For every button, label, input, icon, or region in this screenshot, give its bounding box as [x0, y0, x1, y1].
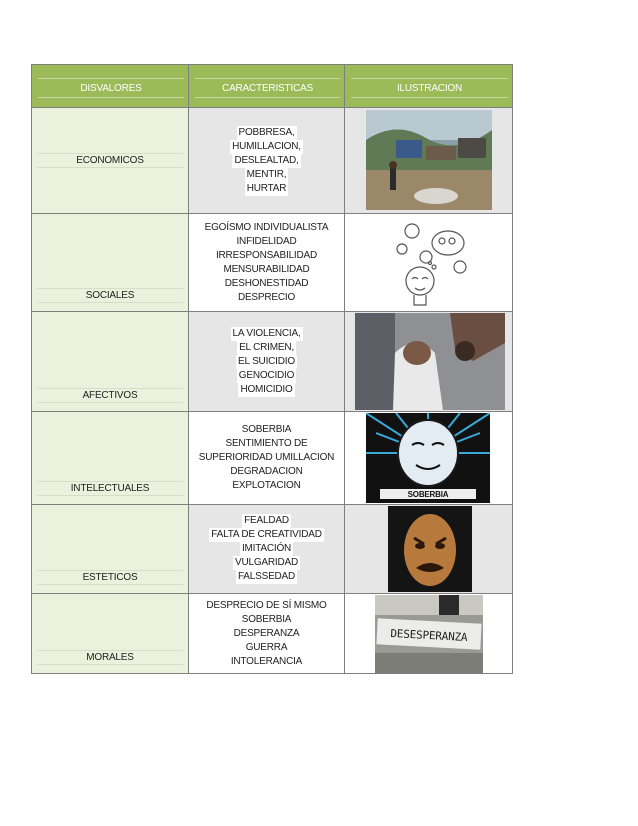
category-label: ECONOMICOS [37, 153, 183, 168]
list-item: FEALDAD [244, 515, 289, 526]
header-disvalores: DISVALORES [32, 65, 189, 108]
table-row [32, 412, 513, 505]
list-item: FALTA DE CREATIVIDAD [211, 529, 322, 540]
list-item: EL SUICIDIO [238, 355, 295, 367]
table-row [32, 214, 513, 312]
cartoon-boy-drawing [390, 217, 470, 309]
illustration-cell [345, 594, 513, 674]
theater-mask [388, 506, 472, 592]
category-cell [32, 312, 189, 412]
table-row [32, 108, 513, 214]
category-label: INTELECTUALES [37, 481, 183, 496]
category-cell [32, 214, 189, 312]
list-item: INTOLERANCIA [230, 655, 303, 667]
list-item: DESPRECIO [237, 291, 296, 303]
list-item: SENTIMIENTO DE [225, 438, 308, 449]
header-caracteristicas: CARACTERISTICAS [189, 65, 345, 108]
list-item: INFIDELIDAD [236, 235, 297, 247]
list-item: MENSURABILIDAD [223, 263, 310, 275]
illustration-cell [345, 505, 513, 594]
characteristics-cell [189, 594, 345, 674]
desesperanza-sign [375, 595, 483, 673]
list-item: POBBRESA, [238, 126, 295, 138]
table-row [32, 312, 513, 412]
characteristics-cell [189, 214, 345, 312]
list-item: DESHONESTIDAD [224, 277, 309, 289]
category-label: ESTETICOS [37, 570, 183, 585]
characteristics-cell [189, 412, 345, 505]
characteristics-cell [189, 312, 345, 412]
illustration-cell [345, 108, 513, 214]
violence-photo [355, 313, 505, 410]
category-label: AFECTIVOS [37, 388, 183, 403]
list-item: FALSSEDAD [237, 571, 296, 582]
list-item: MENTIR, [246, 168, 287, 180]
list-item: GUERRA [245, 641, 288, 653]
category-cell [32, 505, 189, 594]
category-cell [32, 412, 189, 505]
image-caption: SOBERBIA [407, 490, 449, 499]
list-item: EXPLOTACION [232, 480, 301, 491]
list-item: DESLEALTAD, [234, 154, 299, 166]
category-cell [32, 108, 189, 214]
list-item: SOBERBIA [241, 613, 292, 625]
illustration-cell [345, 214, 513, 312]
list-item: LA VIOLENCIA, [232, 327, 301, 339]
category-cell [32, 594, 189, 674]
image-caption: DESESPERANZA [390, 626, 468, 645]
illustration-cell [345, 412, 513, 505]
list-item: DESPRECIO DE SÍ MISMO [206, 599, 327, 611]
list-item: HOMICIDIO [240, 383, 293, 395]
list-item: IMITACIÓN [241, 543, 292, 554]
disvalores-table [31, 64, 513, 674]
soberbia-face-art [366, 413, 490, 503]
header-ilustracion: ILUSTRACION [345, 65, 513, 108]
list-item: EL CRIMEN, [239, 341, 294, 353]
header-row [32, 65, 513, 108]
list-item: EGOÍSMO INDIVIDUALISTA [204, 221, 329, 233]
list-item: HUMILLACION, [232, 140, 301, 152]
table-row [32, 594, 513, 674]
table-row [32, 505, 513, 594]
list-item: GENOCIDIO [238, 369, 295, 381]
list-item: SOBERBIA [241, 424, 292, 435]
list-item: IRRESPONSABILIDAD [215, 249, 318, 261]
list-item: HURTAR [246, 182, 287, 194]
characteristics-cell [189, 108, 345, 214]
characteristics-cell [189, 505, 345, 594]
category-label: SOCIALES [37, 288, 183, 303]
list-item: DESPERANZA [233, 627, 300, 639]
list-item: VULGARIDAD [234, 557, 298, 568]
category-label: MORALES [37, 650, 183, 665]
list-item: DEGRADACION [230, 466, 303, 477]
slum-photo [366, 110, 492, 210]
illustration-cell [345, 312, 513, 412]
list-item: SUPERIORIDAD UMILLACION [198, 452, 335, 463]
